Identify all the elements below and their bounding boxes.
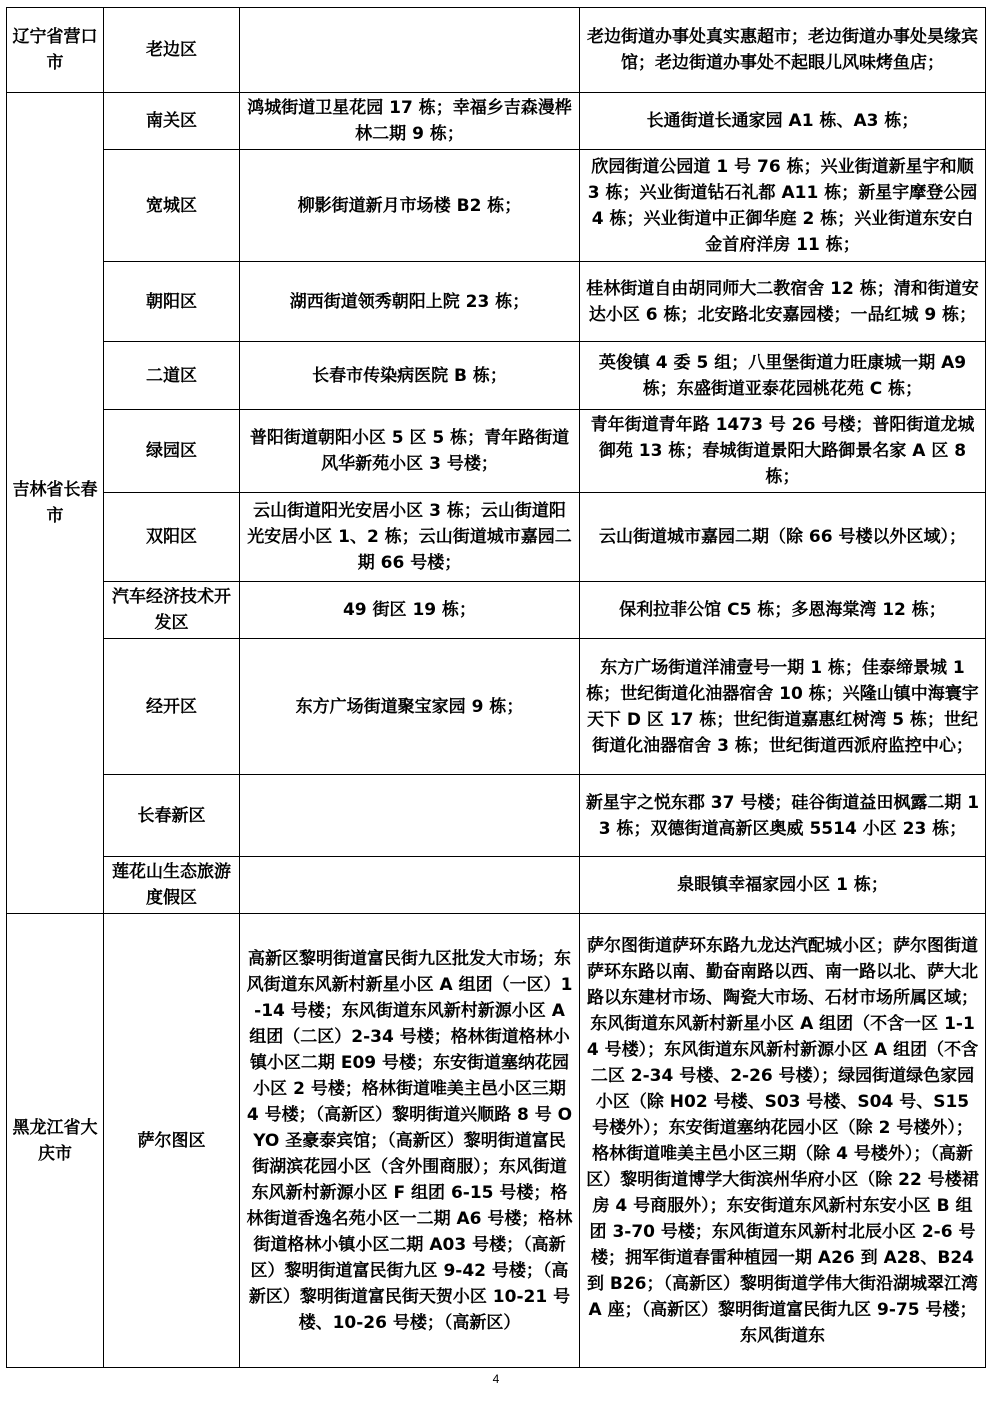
low-risk-cell: 青年街道青年路 1473 号 26 号楼；普阳街道龙城御苑 13 栋；春城街道景阳大路御景名家 A 区 8 栋； [580, 410, 986, 493]
low-risk-cell: 新星宇之悦东郡 37 号楼；硅谷街道益田枫露二期 13 栋；双德街道高新区奥威 5514 小区 23 栋； [580, 775, 986, 857]
low-risk-cell: 云山街道城市嘉园二期（除 66 号楼以外区域）； [580, 493, 986, 582]
medium-risk-cell [240, 857, 580, 914]
table-row [7, 410, 986, 493]
district-cell: 莲花山生态旅游度假区 [104, 857, 240, 914]
medium-risk-cell: 云山街道阳光安居小区 3 栋；云山街道阳光安居小区 1、2 栋；云山街道城市嘉园二期 66 号楼； [240, 493, 580, 582]
district-cell: 二道区 [104, 342, 240, 410]
low-risk-cell: 泉眼镇幸福家园小区 1 栋； [580, 857, 986, 914]
table-row [7, 775, 986, 857]
low-risk-cell: 桂林街道自由胡同师大二教宿舍 12 栋；清和街道安达小区 6 栋；北安路北安嘉园楼；一品红城 9 栋； [580, 262, 986, 342]
district-cell: 朝阳区 [104, 262, 240, 342]
medium-risk-cell [240, 775, 580, 857]
low-risk-cell: 保利拉菲公馆 C5 栋；多恩海棠湾 12 栋； [580, 582, 986, 639]
medium-risk-cell: 鸿城街道卫星花园 17 栋；幸福乡吉森漫桦林二期 9 栋； [240, 93, 580, 150]
district-cell: 老边区 [104, 8, 240, 93]
medium-risk-cell: 高新区黎明街道富民街九区批发大市场；东风街道东风新村新星小区 A 组团（一区）1-14 号楼；东风街道东风新村新源小区 A 组团（二区）2-34 号楼；格林街道格林小镇小区二期 E09 号楼；东安街道塞纳花园小区 2 号楼；格林街道唯美主邑小区三期 4 号楼；（高新区）黎明街道兴顺路 8 号 OYO 圣豪泰宾馆；（高新区）黎明街道富民街湖滨花园小区（含外围商服）；东风街道东风新村新源小区 F 组团 6-15 号楼；格林街道香逸名苑小区一二期 A6 号楼；格林街道格林小镇小区二期 A03 号楼；（高新区）黎明街道富民街九区 9-42 号楼；（高新区）黎明街道富民街天贺小区 10-21 号楼、10-26 号楼；（高新区） [240, 914, 580, 1368]
table-row [7, 8, 986, 93]
medium-risk-cell: 普阳街道朝阳小区 5 区 5 栋；青年路街道风华新苑小区 3 号楼； [240, 410, 580, 493]
page-number: 4 [492, 1372, 500, 1386]
medium-risk-cell: 东方广场街道聚宝家园 9 栋； [240, 639, 580, 775]
table-row [7, 342, 986, 410]
low-risk-cell: 萨尔图街道萨环东路九龙达汽配城小区；萨尔图街道萨环东路以南、勤奋南路以西、南一路以北、萨大北路以东建材市场、陶瓷大市场、石材市场所属区域；东风街道东风新村新星小区 A 组团（不含一区 1-14 号楼）；东风街道东风新村新源小区 A 组团（不含二区 2-34 号楼、2-26 号楼）；绿园街道绿色家园小区（除 H02 号楼、S03 号楼、S04 号、S15 号楼外）；东安街道塞纳花园小区（除 2 号楼外）；格林街道唯美主邑小区三期（除 4 号楼外）；（高新区）黎明街道博学大街滨州华府小区（除 22 号楼裙房 4 号商服外）；东安街道东风新村东安小区 B 组团 3-70 号楼；东风街道东风新村北辰小区 2-6 号楼；拥军街道春雷种植园一期 A26 到 A28、B24 到 B26；（高新区）黎明街道学伟大街沿湖城翠江湾 A 座；（高新区）黎明街道富民街九区 9-75 号楼；东风街道东 [580, 914, 986, 1368]
table-row [7, 639, 986, 775]
district-cell: 双阳区 [104, 493, 240, 582]
medium-risk-cell: 49 街区 19 栋； [240, 582, 580, 639]
district-cell: 南关区 [104, 93, 240, 150]
low-risk-cell: 长通街道长通家园 A1 栋、A3 栋； [580, 93, 986, 150]
district-cell: 宽城区 [104, 150, 240, 262]
city-cell: 吉林省长春市 [7, 93, 104, 914]
low-risk-cell: 东方广场街道洋浦壹号一期 1 栋；佳泰缔景城 1 栋；世纪街道化油器宿舍 10 栋；兴隆山镇中海寰宇天下 D 区 17 栋；世纪街道嘉惠红树湾 5 栋；世纪街道化油器宿舍 3 栋；世纪街道西派府监控中心； [580, 639, 986, 775]
table-row [7, 150, 986, 262]
low-risk-cell: 欣园街道公园道 1 号 76 栋；兴业街道新星宇和顺 3 栋；兴业街道钻石礼都 A11 栋；新星宇摩登公园 4 栋；兴业街道中正御华庭 2 栋；兴业街道东安白金首府洋房 11 栋； [580, 150, 986, 262]
table-row [7, 93, 986, 150]
low-risk-cell: 老边街道办事处真实惠超市；老边街道办事处昊缘宾馆；老边街道办事处不起眼儿风味烤鱼店； [580, 8, 986, 93]
medium-risk-cell: 湖西街道领秀朝阳上院 23 栋； [240, 262, 580, 342]
risk-area-table [6, 7, 986, 1368]
district-cell: 长春新区 [104, 775, 240, 857]
medium-risk-cell [240, 8, 580, 93]
city-cell: 辽宁省营口市 [7, 8, 104, 93]
table-row [7, 262, 986, 342]
city-cell: 黑龙江省大庆市 [7, 914, 104, 1368]
table-row [7, 914, 986, 1368]
district-cell: 绿园区 [104, 410, 240, 493]
table-row [7, 857, 986, 914]
medium-risk-cell: 长春市传染病医院 B 栋； [240, 342, 580, 410]
table-row [7, 493, 986, 582]
district-cell: 萨尔图区 [104, 914, 240, 1368]
low-risk-cell: 英俊镇 4 委 5 组；八里堡街道力旺康城一期 A9 栋；东盛街道亚泰花园桃花苑 C 栋； [580, 342, 986, 410]
district-cell: 汽车经济技术开发区 [104, 582, 240, 639]
table-row [7, 582, 986, 639]
medium-risk-cell: 柳影街道新月市场楼 B2 栋； [240, 150, 580, 262]
district-cell: 经开区 [104, 639, 240, 775]
